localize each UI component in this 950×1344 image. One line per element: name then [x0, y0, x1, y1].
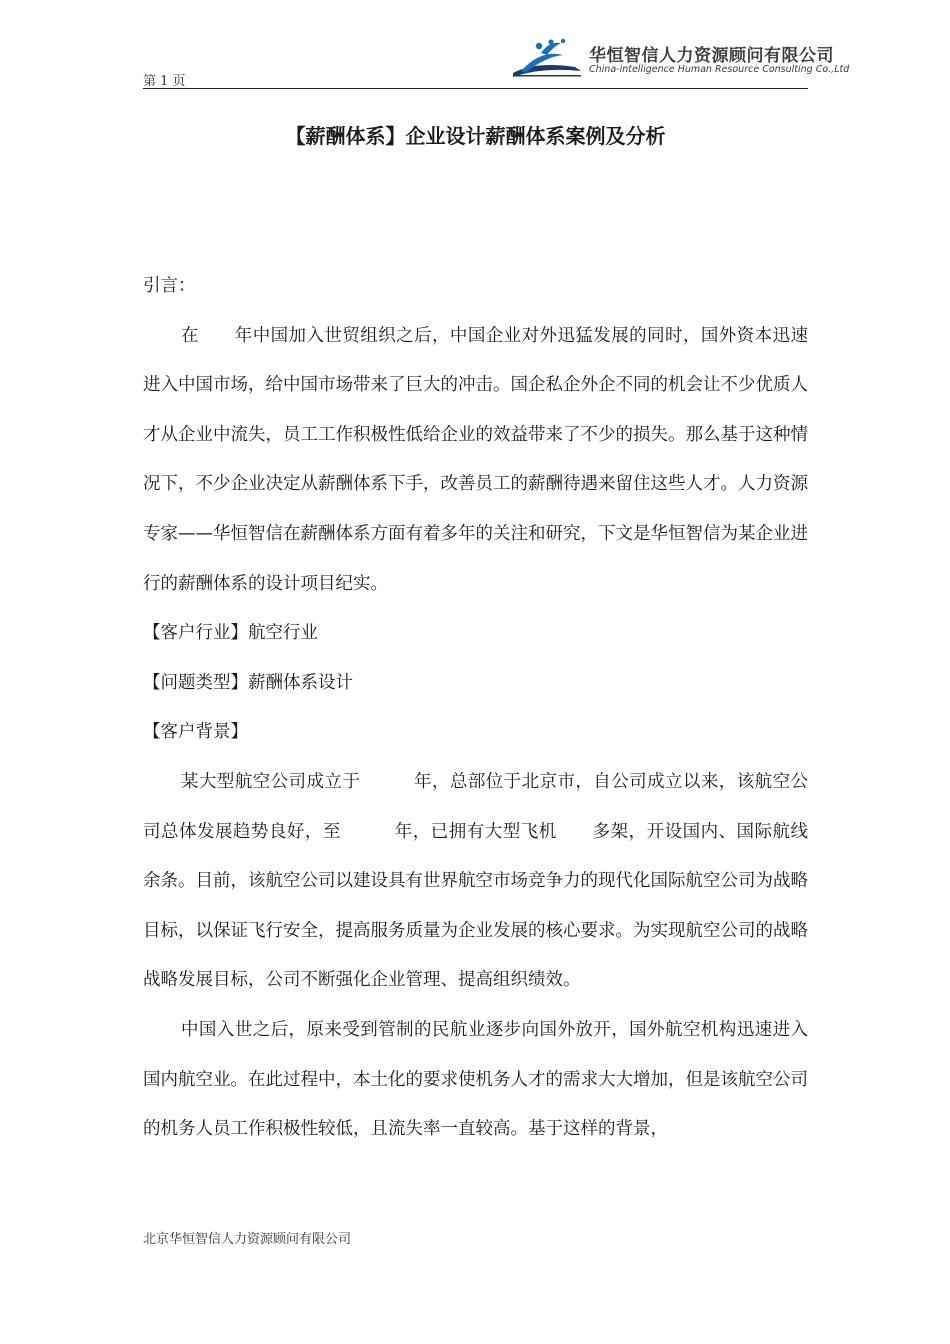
company-name-cn: 华恒智信人力资源顾问有限公司 [589, 46, 834, 66]
paragraph-client-background-label: 【客户背景】 [143, 722, 248, 743]
flying-figure-logo-icon [511, 37, 583, 79]
paragraph-background-1: 某大型航空公司成立于 年，总部位于北京市，自公司成立以来，该航空公司总体发展趋势良好，至 年，已拥有大型飞机 多架，开设国内、国际航线 余条。目前，该航空公司以建设具有世界航空市场竞争力的现代化国际航空公司为战略目标，以保证飞行安全，提高服务质量为企业发展的核心要求。为实现航空公司的战略战略发展目标，公司不断强化企业管理、提高组织绩效。 [143, 771, 861, 991]
page-number: 第 1 页 [143, 74, 186, 89]
header-divider [143, 88, 808, 89]
document-title: 【薪酬体系】企业设计薪酬体系案例及分析 [285, 124, 666, 148]
paragraph-client-industry: 【客户行业】航空行业 [143, 623, 318, 644]
paragraph-problem-type: 【问题类型】薪酬体系设计 [143, 672, 353, 693]
paragraph-intro-label: 引言： [143, 276, 196, 296]
document-body [143, 262, 861, 1155]
company-name-en: China-intelligence Human Resource Consulting Co.,Ltd [589, 64, 850, 75]
company-logo [511, 35, 850, 85]
page-header [143, 30, 850, 90]
page-footer: 北京华恒智信人力资源顾问有限公司 [143, 1232, 352, 1247]
paragraph-intro: 在 年中国加入世贸组织之后，中国企业对外迅猛发展的同时，国外资本迅速进入中国市场，给中国市场带来了巨大的冲击。国企私企外企不同的机会让不少优质人才从企业中流失，员工工作积极性低给企业的效益带来了不少的损失。那么基于这种情况下，不少企业决定从薪酬体系下手，改善员工的薪酬待遇来留住这些人才。人力资源专家——华恒智信在薪酬体系方面有着多年的关注和研究，下文是华恒智信为某企业进行的薪酬体系的设计项目纪实。 [143, 325, 808, 594]
paragraph-background-2: 中国入世之后，原来受到管制的民航业逐步向国外放开，国外航空机构迅速进入国内航空业。在此过程中，本土化的要求使机务人才的需求大大增加，但是该航空公司的机务人员工作积极性较低，且流失率一直较高。基于这样的背景， [143, 1019, 808, 1140]
